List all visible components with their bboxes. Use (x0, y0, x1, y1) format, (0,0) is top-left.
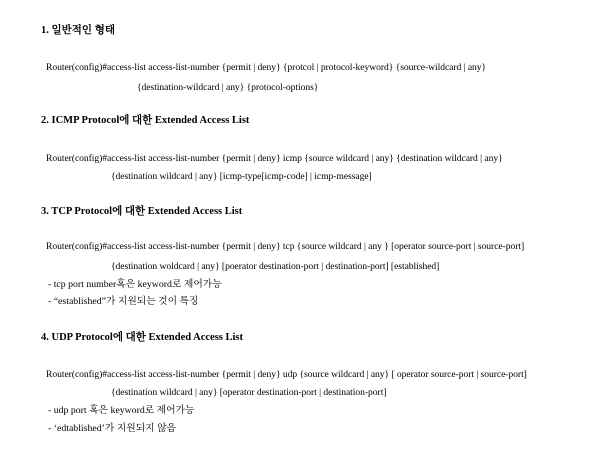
section-4-command-line-1: Router(config)#access-list access-list-number {permit | deny} udp {source wildcard | any} [ operator source-port | source-port] (46, 369, 527, 380)
section-3-command-line-2: {destination woldcard | any} [poerator destination-port | destination-port] [established] (111, 261, 440, 272)
section-2-command-line-1: Router(config)#access-list access-list-number {permit | deny} icmp {source wildcard | any} {destination wildcard | any} (46, 153, 503, 164)
section-1-command-line-1: Router(config)#access-list access-list-number {permit | deny} {protcol | protocol-keyword} {source-wildcard | any} (46, 62, 487, 73)
section-3-note-2: - “established”가 지원되는 것이 특징 (48, 296, 199, 307)
section-4-note-1: - udp port 혹은 keyword로 제어가능 (48, 405, 195, 416)
section-1-command-line-2: {destination-wildcard | any} {protocol-options} (137, 82, 319, 93)
section-2-command-line-2: {destination wildcard | any} [icmp-type[icmp-code] | icmp-message] (111, 171, 372, 182)
section-3-command-line-1: Router(config)#access-list access-list-number {permit | deny} tcp {source wildcard | any } [operator source-port | source-port] (46, 241, 525, 252)
section-2-heading: 2. ICMP Protocol에 대한 Extended Access List (41, 115, 250, 126)
section-4-note-2: - ‘edtablished’가 지원되지 않음 (48, 423, 176, 434)
section-1-heading: 1. 일반적인 형태 (41, 25, 115, 36)
section-4-command-line-2: {destination wildcard | any} [operator destination-port | destination-port] (111, 387, 387, 398)
section-3-heading: 3. TCP Protocol에 대한 Extended Access List (41, 206, 243, 217)
section-3-note-1: - tcp port number혹은 keyword로 제어가능 (48, 279, 222, 290)
section-4-heading: 4. UDP Protocol에 대한 Extended Access List (41, 332, 244, 343)
